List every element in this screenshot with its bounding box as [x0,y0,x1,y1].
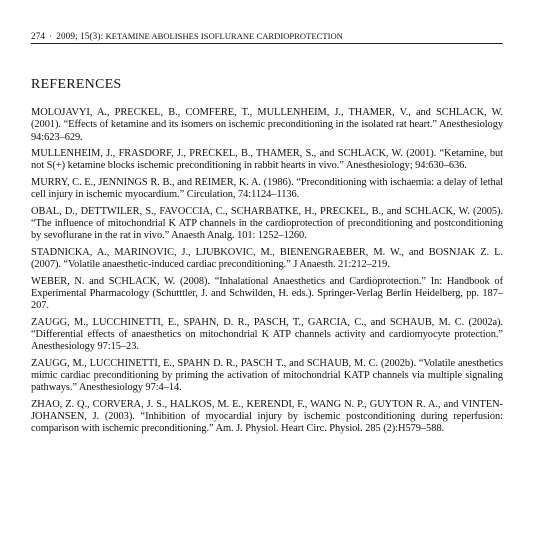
section-title: REFERENCES [31,76,122,91]
page-number: 274 [31,31,46,41]
reference-item: WEBER, N. and SCHLACK, W. (2008). “Inhalational Anaesthetics and Cardioprotection.” In: Handbook of Experimental Pharmacology (Schutttler, J. and Schwilden, H. eds.). Springer-Verlag Berlin Heidelberg, pp. 187–207. [31,275,503,312]
reference-list [31,107,503,440]
reference-item: ZHAO, Z. Q., CORVERA, J. S., HALKOS, M. E., KERENDI, F., WANG N. P., GUYTON R. A., and VINTEN-JOHANSEN, J. (2003). “Inhibition of myocardial injury by ischemic postconditioning during reperfusion: comparison with ischemic preconditioning.” Am. J. Physiol. Heart Circ. Physiol. 285 (2):H579–588. [31,398,503,435]
reference-item: MOLOJAVYI, A., PRECKEL, B., COMFERE, T., MULLENHEIM, J., THAMER, V., and SCHLACK, W. (2001). “Effects of ketamine and its isomers on ischemic preconditioning in the isolated rat heart.” Anesthesiology 94:623–629. [31,107,503,143]
reference-item: ZAUGG, M., LUCCHINETTI, E., SPAHN, D. R., PASCH, T., GARCIA, C., and SCHAUB, M. C. (2002a). “Differential effects of anaesthetics on mitochondrial K ATP channels activity and cardiomyocyte protection.” Anesthesiology 97:15–23. [31,316,503,353]
reference-item: MULLENHEIM, J., FRASDORF, J., PRECKEL, B., THAMER, S., and SCHLACK, W. (2001). “Ketamine, but not S(+) ketamine blocks ischemic preconditioning in rabbit hearts in vivo.” Anesthesiology; 94:630–636. [31,148,503,172]
reference-item: OBAL, D., DETTWILER, S., FAVOCCIA, C., SCHARBATKE, H., PRECKEL, B., and SCHLACK, W. (2005). “The influence of mitochondrial K ATP channels in the cardioprotection of preconditioning and postconditioning by sevoflurane in the rat in vivo.” Anaesth Analg. 101: 1252–1260. [31,205,503,242]
reference-item: ZAUGG, M., LUCCHINETTI, E., SPAHN D. R., PASCH T., and SCHAUB, M. C. (2002b). “Volatile anesthetics mimic cardiac preconditioning by priming the activation of mitochondrial KATP channels via multiple signaling pathways.” Anesthesiology 97:4–14. [31,357,503,394]
reference-item: MURRY, C. E., JENNINGS R. B., and REIMER, K. A. (1986). “Preconditioning with ischaemia: a delay of lethal cell injury in ischemic myocardium.” Circulation, 74:1124–1136. [31,176,503,201]
running-title: KETAMINE ABOLISHES ISOFLURANE CARDIOPROTECTION [105,31,343,41]
reference-item: STADNICKA, A., MARINOVIC, J., LJUBKOVIC, M., BIENENGRAEBER, M. W., and BOSNJAK Z. L. (2007). “Volatile anaesthetic-induced cardiac preconditioning.” J Anaesth. 21:212–219. [31,246,503,271]
running-head-separator: · [49,31,53,41]
header-rule [31,43,503,44]
issue-citation: 2009; 15(3): [56,31,104,41]
running-head [31,31,343,41]
